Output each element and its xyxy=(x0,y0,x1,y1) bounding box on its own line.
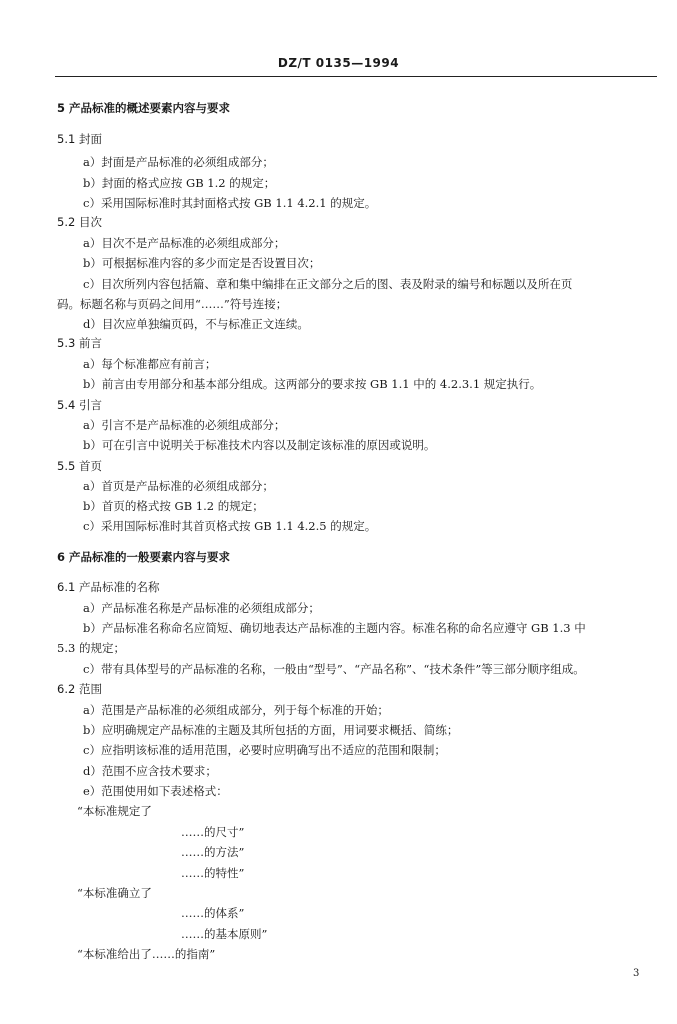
list-item: e）范围使用如下表述格式： xyxy=(83,784,228,798)
section-heading: 6 产品标准的一般要素内容与要求 xyxy=(57,550,231,564)
list-item: b）应明确规定产品标准的主题及其所包括的方面，用词要求概括、简练； xyxy=(83,723,459,737)
example-text: “本标准规定了 xyxy=(77,804,152,818)
subsection-heading: 5.1 封面 xyxy=(57,132,102,146)
example-text: “本标准给出了……的指南” xyxy=(77,947,216,961)
list-item: a）引言不是产品标准的必须组成部分； xyxy=(83,418,286,432)
section-heading: 5 产品标准的概述要素内容与要求 xyxy=(57,101,231,115)
list-item: b）可在引言中说明关于标准技术内容以及制定该标准的原因或说明。 xyxy=(83,438,436,452)
list-item: d）范围不应含技术要求； xyxy=(83,764,217,778)
list-item: a）产品标准名称是产品标准的必须组成部分； xyxy=(83,601,320,615)
example-text: “本标准确立了 xyxy=(77,886,152,900)
list-item: c）采用国际标准时其首页格式按 GB 1.1 4.2.5 的规定。 xyxy=(83,519,377,533)
list-item: b）产品标准名称命名应简短、确切地表达产品标准的主题内容。标准名称的命名应遵守 GB 1.3 中 xyxy=(83,621,586,635)
list-item: a）封面是产品标准的必须组成部分； xyxy=(83,155,274,169)
header-rule xyxy=(55,76,657,77)
example-text: ……的尺寸” xyxy=(181,825,245,839)
list-item: c）应指明该标准的适用范围，必要时应明确写出不适应的范围和限制； xyxy=(83,743,446,757)
list-item: a）每个标准都应有前言； xyxy=(83,357,217,371)
list-item-continuation: 码。标题名称与页码之间用“……”符号连接； xyxy=(57,297,288,311)
list-item: c）带有具体型号的产品标准的名称，一般由“型号”、“产品名称”、“技术条件”等三部分顺序组成。 xyxy=(83,662,585,676)
list-item: c）目次所列内容包括篇、章和集中编排在正文部分之后的图、表及附录的编号和标题以及所在页 xyxy=(83,277,573,291)
list-item: b）可根据标准内容的多少而定是否设置目次； xyxy=(83,256,321,270)
list-item: a）首页是产品标准的必须组成部分； xyxy=(83,479,274,493)
list-item: b）封面的格式应按 GB 1.2 的规定； xyxy=(83,176,276,190)
list-item: d）目次应单独编页码，不与标准正文连续。 xyxy=(83,317,309,331)
subsection-heading: 5.4 引言 xyxy=(57,398,102,412)
subsection-heading: 5.5 首页 xyxy=(57,459,102,473)
example-text: ……的方法” xyxy=(181,845,245,859)
subsection-heading: 5.3 前言 xyxy=(57,336,102,350)
example-text: ……的特性” xyxy=(181,866,245,880)
list-item: a）范围是产品标准的必须组成部分，列于每个标准的开始； xyxy=(83,703,389,717)
list-item: c）采用国际标准时其封面格式按 GB 1.1 4.2.1 的规定。 xyxy=(83,196,377,210)
subsection-heading: 5.2 目次 xyxy=(57,215,102,229)
subsection-heading: 6.1 产品标准的名称 xyxy=(57,580,160,594)
list-item: a）目次不是产品标准的必须组成部分； xyxy=(83,236,286,250)
example-text: ……的体系” xyxy=(181,906,245,920)
example-text: ……的基本原则” xyxy=(181,927,268,941)
page-number: 3 xyxy=(633,968,640,979)
list-item: b）首页的格式按 GB 1.2 的规定； xyxy=(83,499,264,513)
document-code-header: DZ/T 0135—1994 xyxy=(277,56,400,70)
list-item-continuation: 5.3 的规定； xyxy=(57,641,125,655)
list-item: b）前言由专用部分和基本部分组成。这两部分的要求按 GB 1.1 中的 4.2.3.1 规定执行。 xyxy=(83,377,542,391)
subsection-heading: 6.2 范围 xyxy=(57,682,102,696)
